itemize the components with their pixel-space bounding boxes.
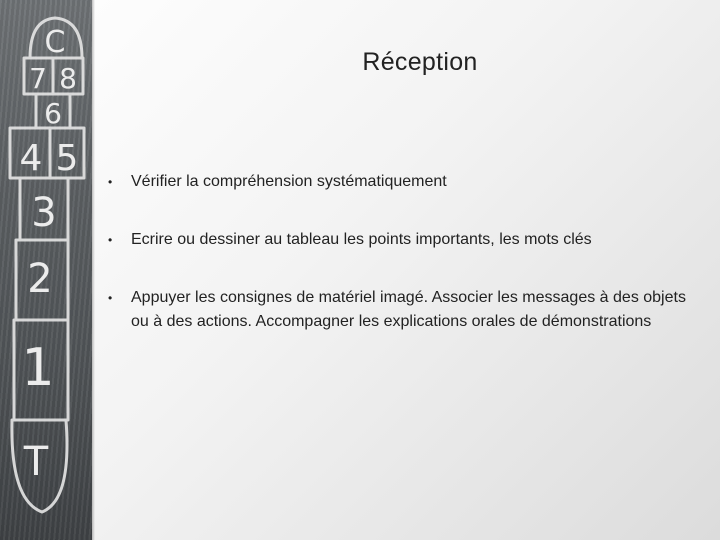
bullet-list (108, 170, 698, 334)
hopscotch-chalk-icon (0, 0, 92, 540)
cell-label-8: 8 (59, 62, 77, 95)
cell-label-3: 3 (31, 190, 57, 236)
bullet-item (108, 170, 698, 194)
bullet-item (108, 286, 698, 334)
cell-label-4: 4 (19, 138, 43, 179)
bullet-text: Vérifier la compréhension systématiquement (131, 173, 447, 190)
cell-label-t: T (23, 439, 49, 485)
cell-label-6: 6 (44, 97, 62, 130)
bullet-marker: • (108, 291, 113, 305)
cell-label-5: 5 (55, 138, 79, 179)
bullet-item (108, 228, 698, 252)
cell-label-c: C (44, 25, 66, 60)
hopscotch-photo (0, 0, 92, 540)
bullet-text: Appuyer les consignes de matériel imagé. Associer les messages à des objets ou à des actions. Accompagner les explications orales de démonstrations (131, 289, 686, 330)
photo-edge-shadow (92, 0, 95, 540)
cell-label-7: 7 (29, 62, 47, 95)
slide-title: Réception (362, 48, 478, 76)
bullet-text: Ecrire ou dessiner au tableau les points importants, les mots clés (131, 231, 592, 248)
bullet-marker: • (108, 175, 113, 189)
bullet-marker: • (108, 233, 113, 247)
cell-label-2: 2 (27, 256, 53, 302)
cell-label-1: 1 (21, 338, 55, 398)
